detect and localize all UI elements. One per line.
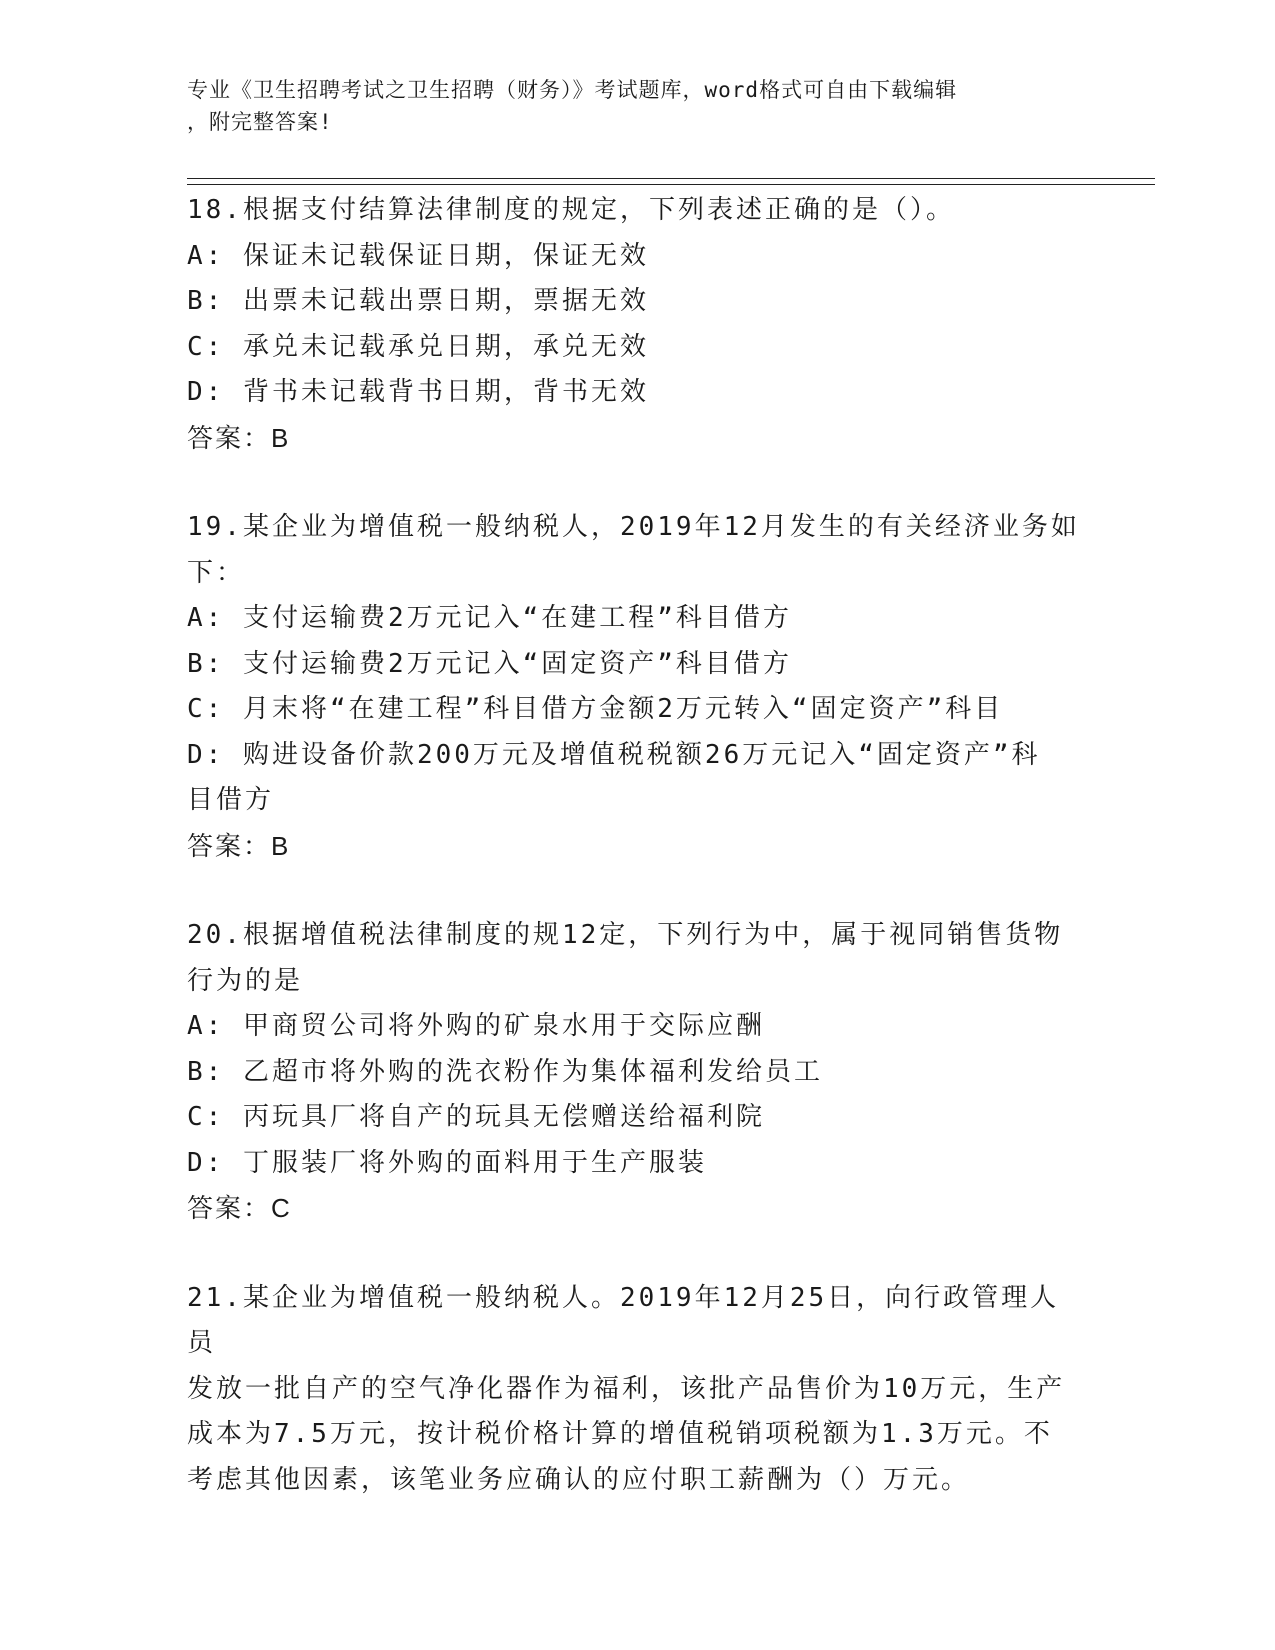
question-stem-continued: 下： <box>187 557 246 588</box>
option-a: A: 保证未记载保证日期，保证无效 <box>187 240 649 271</box>
answer: 答案：C <box>187 1193 292 1223</box>
option-c: C: 承兑未记载承兑日期，承兑无效 <box>187 331 649 362</box>
spacer <box>187 1232 1087 1276</box>
option-d: D: 购进设备价款200万元及增值税税额26万元记入“固定资产”科 <box>187 739 1041 770</box>
option-d: D: 丁服装厂将外购的面料用于生产服装 <box>187 1147 707 1178</box>
header-line-2: ，附完整答案! <box>187 110 333 134</box>
option-b: B: 支付运输费2万元记入“固定资产”科目借方 <box>187 648 792 679</box>
question-21 <box>187 1276 1087 1504</box>
question-stem-continued: 行为的是 <box>187 965 304 996</box>
question-stem: 20.根据增值税法律制度的规12定，下列行为中，属于视同销售货物 <box>187 920 1064 950</box>
question-stem: 18.根据支付结算法律制度的规定，下列表述正确的是（）。 <box>187 195 955 225</box>
option-a: A: 甲商贸公司将外购的矿泉水用于交际应酬 <box>187 1011 765 1041</box>
option-c: C: 丙玩具厂将自产的玩具无偿赠送给福利院 <box>187 1102 765 1132</box>
option-b: B: 乙超市将外购的洗衣粉作为集体福利发给员工 <box>187 1056 823 1087</box>
option-d: D: 背书未记载背书日期，背书无效 <box>187 377 649 407</box>
question-stem-continued: 发放一批自产的空气净化器作为福利，该批产品售价为10万元，生产 <box>187 1373 1066 1404</box>
option-c: C: 月末将“在建工程”科目借方金额2万元转入“固定资产”科目 <box>187 694 1004 724</box>
question-stem: 21.某企业为增值税一般纳税人。2019年12月25日，向行政管理人员 <box>187 1282 1060 1358</box>
answer: 答案：B <box>187 422 291 453</box>
question-19 <box>187 505 1087 869</box>
spacer <box>187 869 1087 913</box>
spacer <box>187 461 1087 505</box>
option-b: B: 出票未记载出票日期，票据无效 <box>187 286 649 316</box>
header-divider-top <box>187 178 1155 179</box>
option-a: A: 支付运输费2万元记入“在建工程”科目借方 <box>187 603 792 633</box>
option-d-continued: 目借方 <box>187 785 275 815</box>
document-header <box>187 74 1067 138</box>
question-20 <box>187 913 1087 1232</box>
question-stem: 19.某企业为增值税一般纳税人，2019年12月发生的有关经济业务如 <box>187 512 1080 542</box>
question-stem-continued: 考虑其他因素，该笔业务应确认的应付职工薪酬为（）万元。 <box>187 1464 971 1495</box>
question-stem-continued: 成本为7.5万元，按计税价格计算的增值税销项税额为1.3万元。不 <box>187 1419 1053 1449</box>
answer: 答案：B <box>187 830 291 861</box>
question-18 <box>187 188 1087 461</box>
header-line-1: 专业《卫生招聘考试之卫生招聘（财务）》考试题库，word格式可自由下载编辑 <box>187 78 958 102</box>
question-list <box>187 188 1087 1503</box>
header-divider-bottom <box>187 184 1155 185</box>
